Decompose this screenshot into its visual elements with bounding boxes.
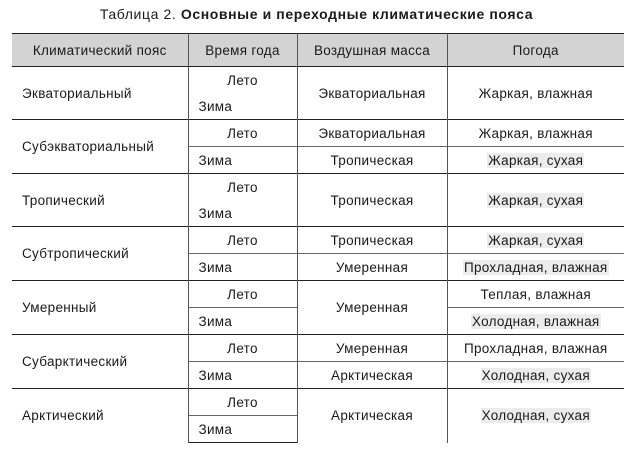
air-mass-cell: Умеренная [297, 254, 447, 281]
table-header-row [12, 34, 624, 67]
season-cell: Лето [188, 389, 297, 416]
weather-text: Жаркая, сухая [488, 152, 584, 168]
belt-name: Умеренный [12, 281, 188, 335]
belt-name: Субарктический [12, 335, 188, 389]
weather-cell: Теплая, влажная [447, 281, 624, 308]
weather-cell: Жаркая, влажная [447, 67, 624, 120]
belt-name: Субтропический [12, 227, 188, 281]
header-season: Время года [188, 34, 297, 67]
weather-cell: Прохладная, влажная [447, 335, 624, 362]
weather-cell [447, 308, 624, 335]
air-mass-cell: Тропическая [297, 174, 447, 227]
weather-text: Жаркая, сухая [488, 232, 584, 248]
season-cell: Лето [188, 67, 297, 94]
season-cell: Зима [188, 416, 297, 443]
air-mass-cell: Тропическая [297, 227, 447, 254]
header-weather: Погода [447, 34, 624, 67]
weather-cell [447, 174, 624, 227]
weather-cell [447, 362, 624, 389]
weather-text: Жаркая, сухая [488, 192, 584, 208]
table-row [12, 67, 624, 94]
table-row [12, 174, 624, 201]
air-mass-cell: Тропическая [297, 147, 447, 174]
season-cell: Зима [188, 362, 297, 389]
table-caption [0, 6, 633, 22]
weather-cell [447, 147, 624, 174]
climate-belts-table [12, 33, 624, 443]
season-cell: Зима [198, 205, 233, 221]
air-mass-cell: Арктическая [297, 362, 447, 389]
air-mass-cell: Умеренная [297, 335, 447, 362]
weather-text: Холодная, сухая [481, 367, 590, 383]
season-cell: Зима [188, 254, 297, 281]
air-mass-cell: Экваториальная [297, 120, 447, 147]
air-mass-cell: Экваториальная [297, 67, 447, 120]
weather-cell [447, 389, 624, 443]
season-cell: Лето [188, 120, 297, 147]
weather-cell [447, 254, 624, 281]
season-cell: Лето [188, 174, 297, 201]
season-cell: Лето [188, 227, 297, 254]
table-row [12, 120, 624, 147]
weather-cell: Жаркая, влажная [447, 120, 624, 147]
season-cell: Зима [188, 147, 297, 174]
season-cell: Лето [188, 281, 297, 308]
season-cell: Лето [188, 335, 297, 362]
table-row [12, 389, 624, 416]
header-air-mass: Воздушная масса [297, 34, 447, 67]
table-row [12, 281, 624, 308]
header-belt: Климатический пояс [12, 34, 188, 67]
season-cell: Зима [188, 308, 297, 335]
belt-name: Тропический [12, 174, 188, 227]
weather-text: Холодная, сухая [481, 408, 590, 424]
caption-title: Основные и переходные климатические пояса [180, 6, 534, 22]
belt-name: Арктический [12, 389, 188, 443]
table-row [12, 227, 624, 254]
caption-prefix: Таблица 2. [99, 6, 177, 22]
air-mass-cell: Арктическая [297, 389, 447, 443]
belt-name: Субэкваториальный [12, 120, 188, 174]
weather-cell [447, 227, 624, 254]
table-row [12, 335, 624, 362]
weather-text: Прохладная, влажная [463, 259, 608, 275]
weather-text: Холодная, влажная [471, 313, 600, 329]
season-cell: Зима [198, 98, 233, 114]
air-mass-cell: Умеренная [297, 281, 447, 335]
belt-name: Экваториальный [12, 67, 188, 120]
